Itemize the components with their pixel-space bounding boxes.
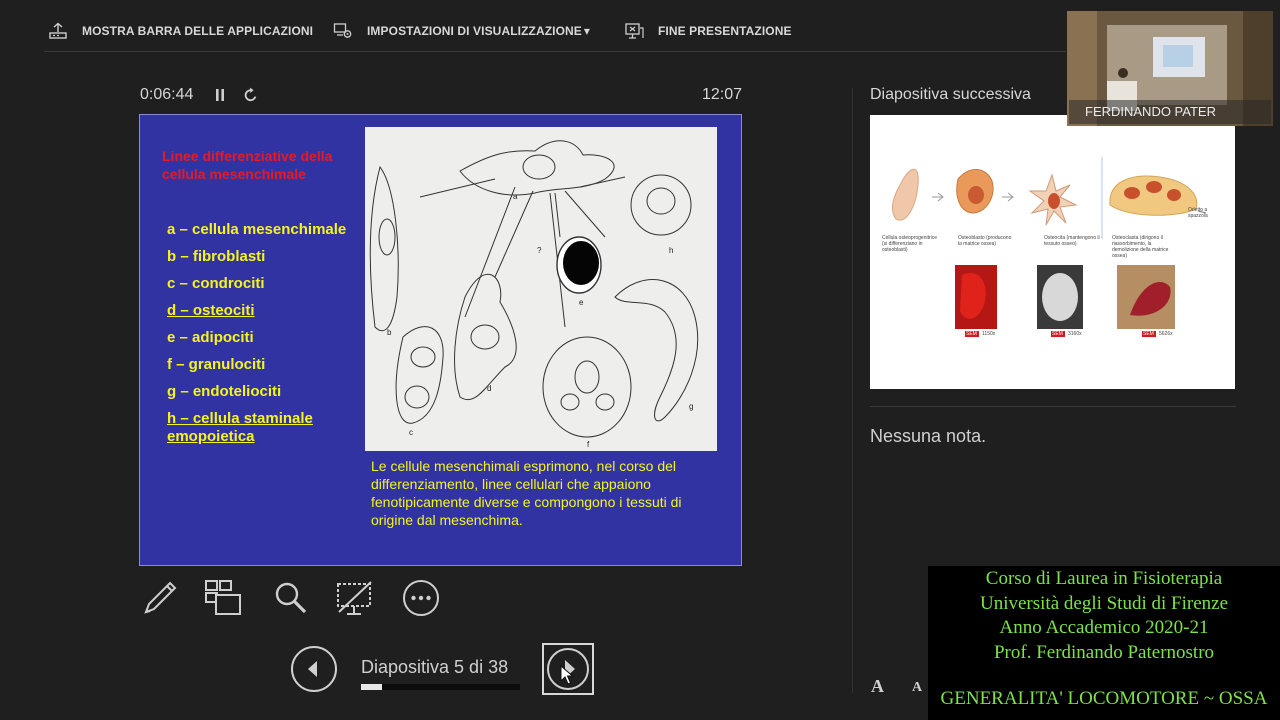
legend-item: f – granulociti (167, 356, 266, 373)
figure-label: b (387, 328, 392, 337)
next-slide-label: Diapositiva successiva (870, 86, 1031, 103)
speaker-notes[interactable]: Nessuna nota. (870, 426, 987, 446)
current-time: 12:07 (701, 86, 742, 103)
decrease-font-button[interactable]: A (912, 680, 923, 695)
display-settings-icon (333, 22, 353, 40)
slide-title: Linee differenziative della cellula mesenchimale (162, 148, 333, 182)
cell-differentiation-figure (365, 127, 717, 451)
legend-item: d – osteociti (167, 302, 255, 319)
course-topic-footer: GENERALITA' LOCOMOTORE ~ OSSA (940, 688, 1268, 709)
course-info-overlay (928, 566, 1280, 720)
end-slideshow-label: FINE PRESENTAZIONE (658, 24, 792, 38)
display-settings-label: IMPOSTAZIONI DI VISUALIZZAZIONE (367, 24, 582, 38)
slide-progress-fill (361, 684, 382, 690)
zoom-icon[interactable] (270, 578, 310, 618)
toolbar-divider (44, 51, 1066, 52)
next-slide-preview[interactable] (870, 115, 1235, 389)
cell-drawings (365, 127, 717, 451)
next-slide-caption: Orletto a spazzola (1188, 207, 1208, 219)
figure-label: h (669, 246, 674, 255)
black-screen-icon[interactable] (335, 578, 375, 618)
figure-label: g (689, 402, 694, 411)
pen-tool-icon[interactable] (140, 578, 180, 618)
slide-sorter-icon[interactable] (203, 578, 243, 618)
figure-label: f (587, 440, 590, 449)
sem-badge: SEM (1143, 331, 1154, 337)
course-info-line: Corso di Laurea in Fisioterapia (985, 568, 1223, 589)
end-slideshow-button[interactable] (624, 20, 792, 42)
legend-item: a – cellula mesenchimale (167, 221, 347, 238)
legend-item: g – endoteliociti (167, 383, 282, 400)
current-slide[interactable] (139, 114, 742, 566)
figure-label: ? (537, 246, 542, 255)
taskbar-icon (48, 22, 68, 40)
chevron-down-icon: ▾ (583, 24, 591, 38)
show-taskbar-label: MOSTRA BARRA DELLE APPLICAZIONI (82, 24, 314, 38)
slide-progress-bar (361, 684, 520, 690)
figure-label: c (409, 428, 413, 437)
panel-divider (852, 88, 853, 693)
legend-item: e – adipociti (167, 329, 254, 346)
figure-label: d (487, 384, 492, 393)
next-slide-caption: Osteoclasta (dirigono il riassorbimento, la demolizione della matrice ossea) (1112, 235, 1169, 259)
notes-separator (870, 406, 1236, 407)
increase-font-button[interactable]: A (871, 676, 884, 696)
magnification-label: 1150x (982, 331, 996, 337)
pause-timer-icon[interactable] (212, 86, 228, 104)
legend-item: c – condrociti (167, 275, 265, 292)
webcam-name-label: FERDINANDO PATER (1069, 100, 1271, 124)
display-settings-button[interactable] (333, 20, 590, 42)
sem-badge: SEM (966, 331, 977, 337)
course-info-line: Prof. Ferdinando Paternostro (993, 641, 1215, 663)
more-options-icon[interactable] (401, 578, 441, 618)
show-taskbar-button[interactable] (48, 20, 313, 42)
next-slide-button[interactable] (542, 643, 594, 695)
next-slide-caption: Osteocita (mantengono il tessuto osseo) (1044, 235, 1100, 247)
figure-label: a (513, 192, 518, 201)
magnification-label: 5626x (1159, 331, 1173, 337)
legend-item: h – cellula staminale emopoietica (167, 410, 313, 445)
chevron-left-icon (293, 648, 335, 690)
slide-counter[interactable]: Diapositiva 5 di 38 (361, 657, 509, 677)
end-slideshow-icon (624, 22, 644, 40)
mouse-cursor-icon (560, 665, 574, 685)
next-slide-caption: Cellula osteoprogenitrice (si differenziano in osteoblasti) (882, 235, 938, 253)
next-slide-caption: Osteoblasto (producono la matrice ossea) (958, 235, 1012, 247)
course-info-line: Università degli Studi di Firenze (979, 592, 1228, 614)
sem-badge: SEM (1052, 331, 1063, 337)
legend-item: b – fibroblasti (167, 248, 266, 265)
previous-slide-button[interactable] (291, 646, 337, 692)
cell-lineage-legend (167, 221, 367, 455)
reset-timer-icon[interactable] (243, 86, 259, 104)
magnification-label: 3160x (1068, 331, 1082, 337)
slide-caption: Le cellule mesenchimali esprimono, nel corso del differenziamento, linee cellulari che appaiono fenotipicamente diverse e compongono i tessuti di origine dal mesenchima. (371, 458, 682, 528)
course-info-line: Anno Accademico 2020-21 (999, 617, 1209, 638)
figure-label: e (579, 298, 584, 307)
elapsed-timer: 0:06:44 (140, 86, 194, 103)
